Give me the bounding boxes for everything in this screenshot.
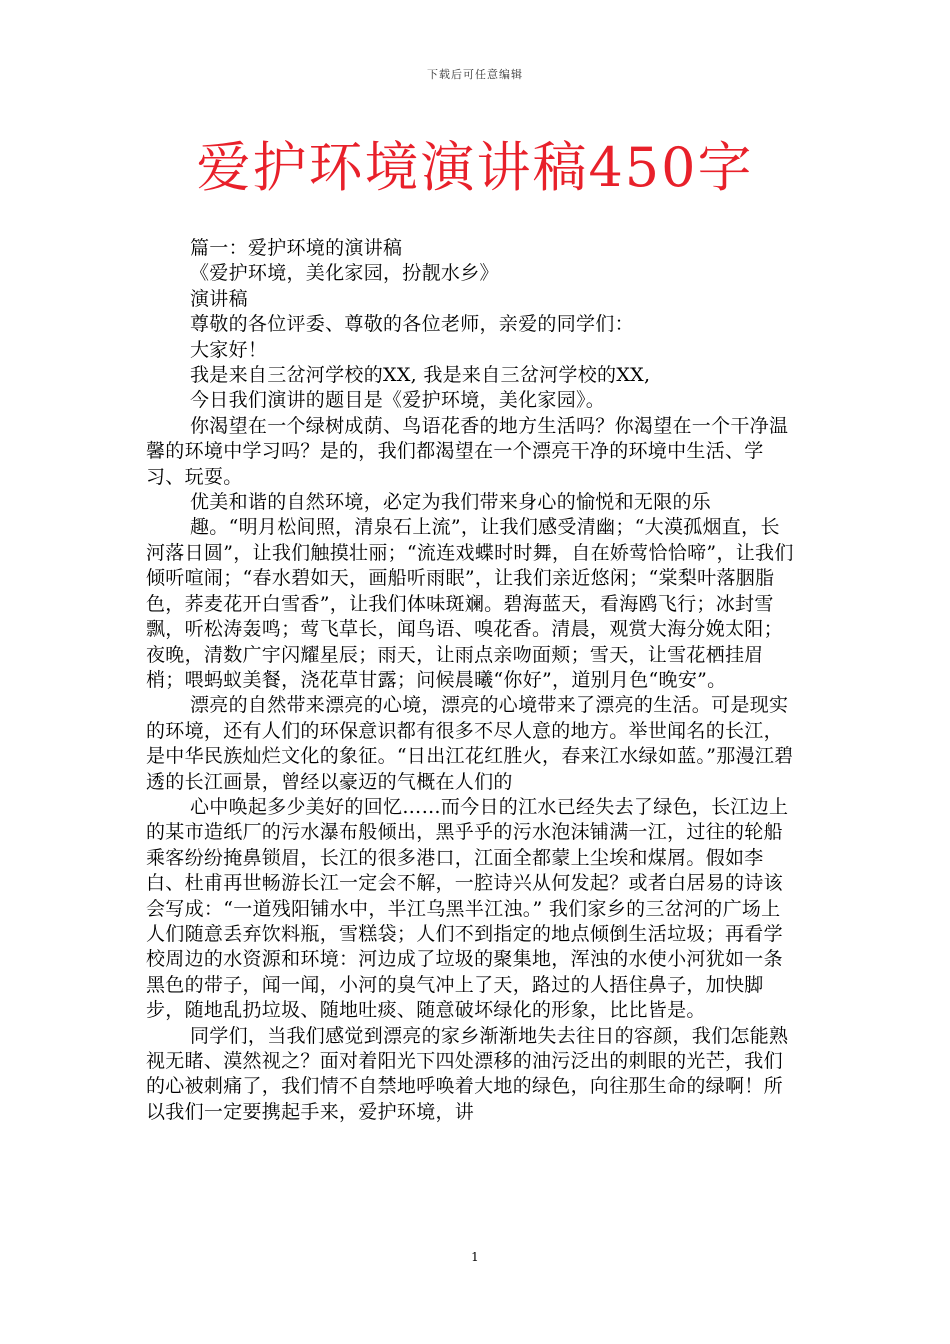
paragraph: 漂亮的自然带来漂亮的心境，漂亮的心境带来了漂亮的生活。可是现实的环境，还有人们的环保意识都有很多不尽人意的地方。举世闻名的长江，是中华民族灿烂文化的象征。“日出江花红胜火，春来江水绿如蓝。”那漫江碧透的长江画景，曾经以豪迈的气概在人们的 xyxy=(146,694,794,793)
page-number: 1 xyxy=(471,1250,479,1264)
page-header-note: 下载后可任意编辑 xyxy=(427,68,523,81)
document-title: 爱护环境演讲稿450字 xyxy=(196,136,754,199)
paragraph: 我是来自三岔河学校的XX, 我是来自三岔河学校的XX, xyxy=(190,364,651,387)
document-body xyxy=(146,236,796,1125)
paragraph: 优美和谐的自然环境，必定为我们带来身心的愉悦和无限的乐 xyxy=(190,491,712,514)
paragraph: 今日我们演讲的题目是《爱护环境，美化家园》。 xyxy=(190,389,606,412)
paragraph: 《爱护环境，美化家园，扮靓水乡》 xyxy=(190,262,499,285)
paragraph: 同学们，当我们感觉到漂亮的家乡渐渐地失去往日的容颜，我们怎能熟视无睹、漠然视之？面对着阳光下四处漂移的油污泛出的刺眼的光芒，我们的心被刺痛了，我们情不自禁地呼唤着大地的绿色，向往那生命的绿啊！所以我们一定要携起手来，爱护环境，讲 xyxy=(146,1024,789,1123)
paragraph: 你渴望在一个绿树成荫、鸟语花香的地方生活吗？你渴望在一个干净温馨的环境中学习吗？是的，我们都渴望在一个漂亮干净的环境中生活、学习、玩耍。 xyxy=(146,414,789,488)
paragraph: 篇一：爱护环境的演讲稿 xyxy=(190,237,403,259)
paragraph: 心中唤起多少美好的回忆……而今日的江水已经失去了绿色，长江边上的某市造纸厂的污水瀑布般倾出，黑乎乎的污水泡沫铺满一江，过往的轮船乘客纷纷掩鼻锁眉，长江的很多港口，江面全都蒙上尘埃和煤屑。假如李白、杜甫再世畅游长江一定会不解，一腔诗兴从何发起？或者白居易的诗该会写成：“一道残阳铺水中，半江乌黑半江浊。” 我们家乡的三岔河的广场上人们随意丢弃饮料瓶，雪糕袋；人们不到指定的地点倾倒生活垃圾；再看学校周边的水资源和环境：河边成了垃圾的聚集地，浑浊的水使小河犹如一条黑色的带子，闻一闻，小河的臭气冲上了天，路过的人捂住鼻子，加快脚步，随地乱扔垃圾、随地吐痰、随意破坏绿化的形象，比比皆是。 xyxy=(146,795,789,1022)
paragraph: 尊敬的各位评委、尊敬的各位老师，亲爱的同学们： xyxy=(190,313,634,336)
paragraph: 演讲稿 xyxy=(190,287,248,310)
paragraph: 大家好！ xyxy=(190,338,268,361)
paragraph: 趣。“明月松间照，清泉石上流”，让我们感受清幽；“大漠孤烟直，长河落日圆”，让我们触摸壮丽；“流连戏蝶时时舞，自在娇莺恰恰啼”，让我们倾听喧闹；“春水碧如天，画船听雨眠”，让我们亲近悠闲；“棠梨叶落胭脂色，荞麦花开白雪香”，让我们体味斑斓。碧海蓝天，看海鸥飞行；冰封雪飘，听松涛轰鸣；莺飞草长，闻鸟语、嗅花香。清晨，观赏大海分娩太阳；夜晚，清数广宇闪耀星辰；雨天，让雨点亲吻面颊；雪天，让雪花栖挂眉梢；喂蚂蚁美餐，浇花草甘露；问候晨曦“你好”，道别月色“晚安”。 xyxy=(146,516,794,691)
